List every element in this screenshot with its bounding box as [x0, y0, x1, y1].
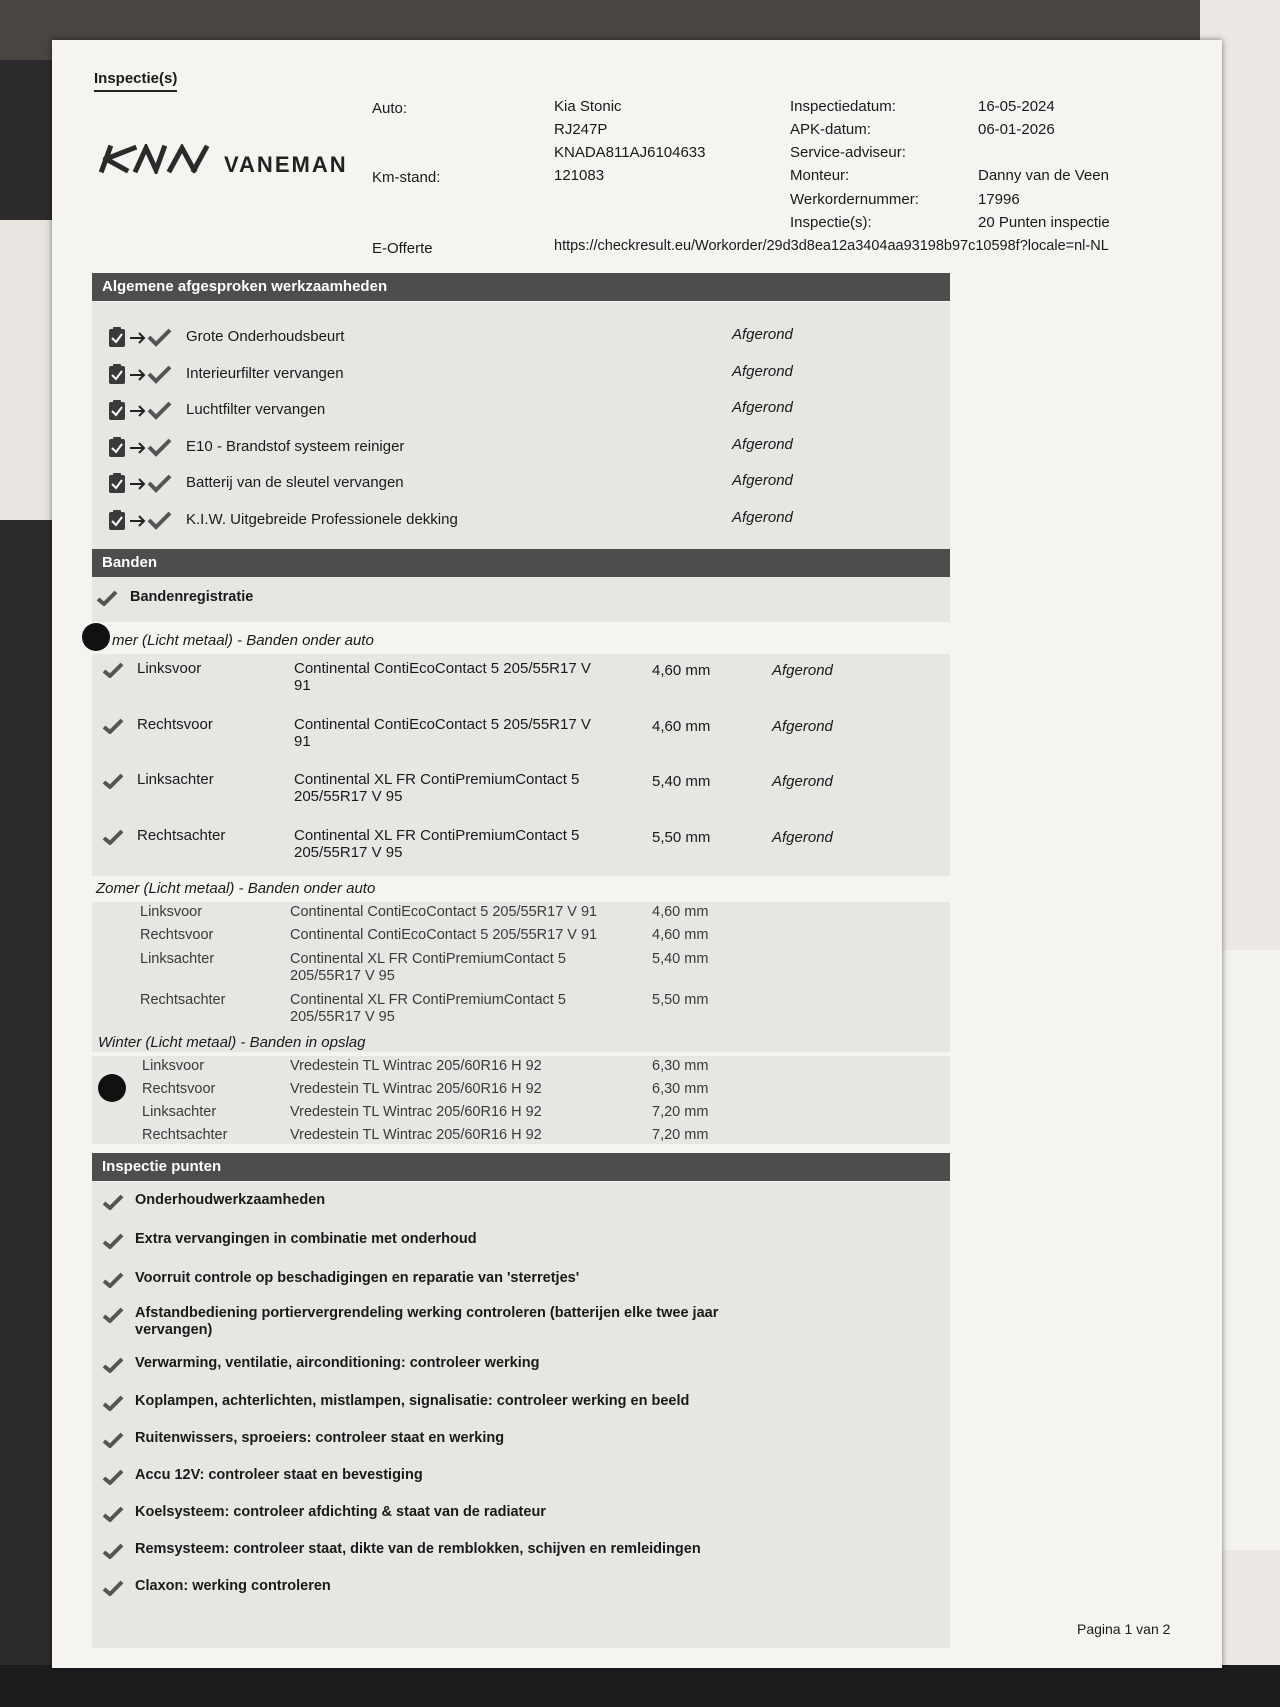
check-icon — [102, 1233, 124, 1249]
tire-position: Linksachter — [137, 771, 214, 788]
tire-model: Continental ContiEcoContact 5 205/55R17 V — [294, 715, 591, 733]
check-icon — [102, 1357, 124, 1373]
tire-position: Linksvoor — [140, 904, 203, 920]
kia-logo — [98, 144, 210, 179]
check-icon — [102, 773, 124, 789]
werk-item-label: Grote Onderhoudsbeurt — [186, 328, 345, 345]
clipboard-arrow-check-icon — [106, 399, 178, 421]
tire-depth: 4,60 mm — [652, 717, 711, 735]
section-header-inspectie: Inspectie punten — [92, 1153, 950, 1181]
tire-position: Rechtsachter — [140, 992, 226, 1008]
werk-item-label: Batterij van de sleutel vervangen — [186, 474, 404, 492]
tire-model: Continental XL FR ContiPremiumContact 5 — [290, 992, 566, 1008]
check-icon — [102, 1194, 124, 1210]
inspectie-item: Afstandbediening portiervergrendeling werking controleren (batterijen elke twee jaar — [135, 1305, 719, 1321]
clipboard-arrow-check-icon — [106, 472, 178, 494]
tire-model: Continental ContiEcoContact 5 205/55R17 V 91 — [290, 927, 598, 943]
group3-title: Winter (Licht metaal) - Banden in opslag — [98, 1034, 366, 1051]
werk-item-label: K.I.W. Uitgebreide Professionele dekking — [186, 511, 458, 528]
tire-model-line2: 205/55R17 V 95 — [290, 1009, 395, 1025]
apk-value: 06-01-2026 — [978, 121, 1055, 138]
e-offerte-label: E-Offerte — [372, 240, 433, 257]
check-icon — [102, 718, 124, 734]
monteur-value: Danny van de Veen — [978, 167, 1109, 184]
werk-item-status: Afgerond — [732, 362, 793, 380]
background-bottom — [0, 1665, 1280, 1707]
tire-depth: 5,40 mm — [652, 773, 711, 790]
tire-depth: 7,20 mm — [652, 1104, 709, 1120]
section-header-werkzaamheden: Algemene afgesproken werkzaamheden — [92, 273, 950, 301]
check-icon — [102, 1395, 124, 1411]
inspectie-item: Voorruit controle op beschadigingen en reparatie van 'sterretjes' — [135, 1270, 580, 1286]
werk-item-status: Afgerond — [732, 399, 793, 417]
service-adviseur-label: Service-adviseur: — [790, 144, 906, 161]
tire-position: Linksachter — [142, 1104, 217, 1120]
inspectie-item: vervangen) — [135, 1322, 213, 1338]
inspecties-value: 20 Punten inspectie — [978, 214, 1110, 231]
tire-depth: 4,60 mm — [652, 662, 711, 679]
check-icon — [102, 1432, 124, 1448]
punch-hole — [98, 1074, 126, 1102]
clipboard-arrow-check-icon — [106, 363, 178, 385]
tire-position: Rechtsvoor — [137, 715, 213, 733]
tire-depth: 7,20 mm — [652, 1127, 709, 1143]
dealer-name: VANEMAN — [224, 152, 348, 177]
werkorder-value: 17996 — [978, 191, 1020, 208]
section-header-banden: Banden — [92, 549, 950, 577]
tire-depth: 4,60 mm — [652, 904, 709, 920]
group2-title: Zomer (Licht metaal) - Banden onder auto — [96, 880, 376, 897]
page-number: Pagina 1 van 2 — [1077, 1621, 1171, 1637]
werkorder-label: Werkordernummer: — [790, 191, 919, 208]
check-icon — [102, 829, 124, 845]
clipboard-arrow-check-icon — [106, 436, 178, 458]
tire-model: Vredestein TL Wintrac 205/60R16 H 92 — [290, 1058, 542, 1074]
km-label: Km-stand: — [372, 169, 441, 186]
tire-position: Linksvoor — [137, 660, 202, 677]
tire-model: Vredestein TL Wintrac 205/60R16 H 92 — [290, 1127, 542, 1143]
background-second-paper — [1215, 950, 1280, 1550]
tire-position: Linksvoor — [142, 1058, 205, 1074]
auto-model: Kia Stonic — [554, 98, 622, 115]
tire-status: Afgerond — [772, 662, 833, 679]
tire-model: Vredestein TL Wintrac 205/60R16 H 92 — [290, 1104, 542, 1120]
check-icon — [102, 1272, 124, 1288]
tire-position: Linksachter — [140, 951, 215, 967]
inspectie-item: Accu 12V: controleer staat en bevestiging — [135, 1467, 423, 1483]
tire-depth: 5,50 mm — [652, 992, 709, 1008]
tire-status: Afgerond — [772, 717, 833, 735]
tire-model: Vredestein TL Wintrac 205/60R16 H 92 — [290, 1081, 542, 1097]
e-offerte-link[interactable]: https://checkresult.eu/Workorder/29d3d8ea12a3404aa93198b97c10598f?locale=nl-NL — [554, 238, 1109, 254]
tire-depth: 6,30 mm — [652, 1081, 709, 1097]
background-left — [0, 220, 52, 520]
tire-model-line2: 91 — [294, 732, 311, 750]
check-icon — [102, 1506, 124, 1522]
inspectie-item: Koplampen, achterlichten, mistlampen, signalisatie: controleer werking en beeld — [135, 1393, 690, 1409]
tire-position: Rechtsvoor — [140, 927, 214, 943]
tire-model: Continental XL FR ContiPremiumContact 5 — [294, 826, 580, 844]
inspectie-item: Extra vervangingen in combinatie met onderhoud — [135, 1231, 477, 1247]
werk-item-label: E10 - Brandstof systeem reiniger — [186, 437, 405, 455]
werk-item-status: Afgerond — [732, 435, 793, 453]
punch-hole — [82, 623, 110, 651]
monteur-label: Monteur: — [790, 167, 850, 184]
werk-item-label: Luchtfilter vervangen — [186, 401, 326, 419]
werk-item-label: Interieurfilter vervangen — [186, 364, 344, 382]
document-tab-title: Inspectie(s) — [94, 70, 177, 92]
inspection-document — [52, 40, 1222, 1668]
auto-label: Auto: — [372, 100, 408, 117]
tire-depth: 5,40 mm — [652, 951, 709, 967]
tire-depth: 4,60 mm — [652, 927, 709, 943]
werk-item-status: Afgerond — [732, 326, 793, 343]
tire-model: Continental ContiEcoContact 5 205/55R17 V — [294, 660, 591, 677]
inspectie-item: Onderhoudwerkzaamheden — [135, 1192, 326, 1208]
inspectie-item: Ruitenwissers, sproeiers: controleer staat en werking — [135, 1430, 505, 1446]
vin-number: KNADA811AJ6104633 — [554, 144, 706, 161]
inspectie-item: Remsysteem: controleer staat, dikte van de remblokken, schijven en remleidingen — [135, 1541, 701, 1557]
tire-model: Continental ContiEcoContact 5 205/55R17 V 91 — [290, 904, 598, 920]
tire-depth: 6,30 mm — [652, 1058, 709, 1074]
inspectie-item: Koelsysteem: controleer afdichting & staat van de radiateur — [135, 1504, 546, 1520]
inspectie-item: Claxon: werking controleren — [135, 1578, 331, 1594]
tire-position: Rechtsachter — [142, 1127, 228, 1143]
tire-position: Rechtsvoor — [142, 1081, 216, 1097]
tire-depth: 5,50 mm — [652, 828, 711, 846]
tire-model-line2: 205/55R17 V 95 — [290, 968, 395, 984]
group2-panel — [92, 902, 950, 1052]
group1-title: mer (Licht metaal) - Banden onder auto — [112, 632, 374, 649]
check-icon — [102, 1580, 124, 1596]
check-icon — [102, 662, 124, 678]
clipboard-arrow-check-icon — [106, 326, 178, 348]
check-icon — [96, 590, 118, 606]
inspectiedatum-value: 16-05-2024 — [978, 98, 1055, 115]
apk-label: APK-datum: — [790, 121, 871, 138]
werk-item-status: Afgerond — [732, 472, 793, 490]
inspecties-label: Inspectie(s): — [790, 214, 872, 231]
werk-item-status: Afgerond — [732, 509, 793, 526]
check-icon — [102, 1543, 124, 1559]
tire-status: Afgerond — [772, 828, 833, 846]
bandenregistratie-label: Bandenregistratie — [130, 589, 254, 605]
check-icon — [102, 1307, 124, 1323]
tire-model: Continental XL FR ContiPremiumContact 5 — [294, 771, 580, 788]
tire-position: Rechtsachter — [137, 826, 226, 844]
check-icon — [102, 1469, 124, 1485]
inspectie-item: Verwarming, ventilatie, airconditioning: controleer werking — [135, 1355, 540, 1371]
tire-model-line2: 205/55R17 V 95 — [294, 843, 403, 861]
inspectiedatum-label: Inspectiedatum: — [790, 98, 896, 115]
tire-model-line2: 91 — [294, 677, 311, 694]
tire-model-line2: 205/55R17 V 95 — [294, 788, 403, 805]
tire-model: Continental XL FR ContiPremiumContact 5 — [290, 951, 566, 967]
clipboard-arrow-check-icon — [106, 509, 178, 531]
license-plate: RJ247P — [554, 121, 608, 138]
km-value: 121083 — [554, 167, 605, 184]
tire-status: Afgerond — [772, 773, 833, 790]
